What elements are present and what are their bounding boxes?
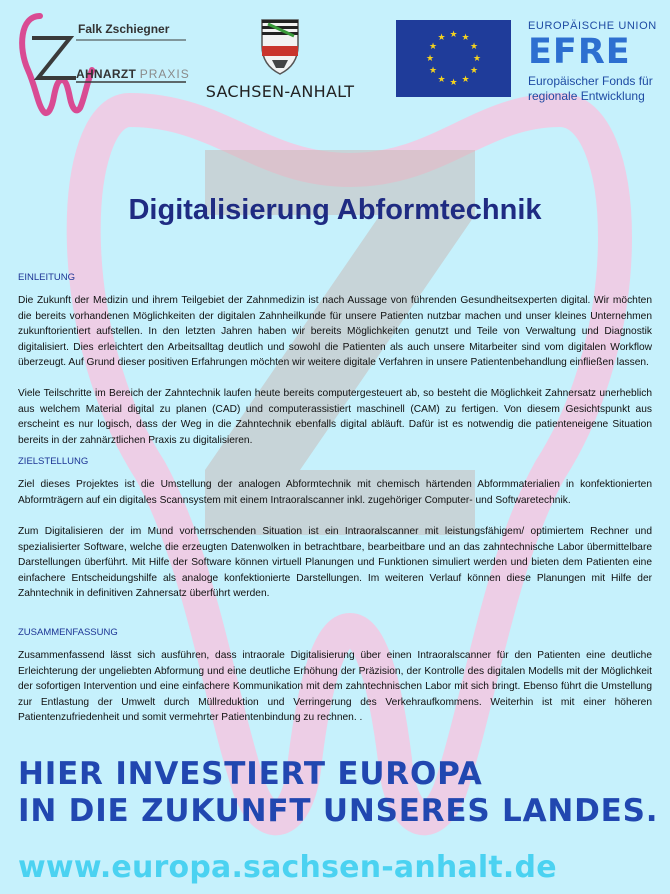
- website-url-link[interactable]: www.europa.sachsen-anhalt.de: [18, 850, 557, 885]
- document-title: Digitalisierung Abformtechnik: [128, 194, 542, 226]
- practice-name: Falk Zschiegner: [78, 22, 170, 36]
- section-heading-einleitung: EINLEITUNG: [18, 272, 76, 283]
- sachsen-anhalt-logo: [192, 16, 368, 102]
- section-heading-zielstellung: ZIELSTELLUNG: [18, 456, 89, 467]
- coat-of-arms-icon: [192, 16, 368, 80]
- eu-union-label: EUROPÄISCHE UNION: [528, 20, 657, 32]
- svg-text:★: ★: [437, 33, 446, 43]
- practice-label: [76, 67, 190, 81]
- eu-flag-icon: [396, 20, 511, 97]
- svg-text:★: ★: [425, 54, 435, 64]
- einleitung-paragraph-1: Die Zukunft der Medizin und ihrem Teilgebiet der Zahnmedizin ist nach Aussage von führenden Gesundheitsexperten digital. Wir möchten die bereits vorhandenen Möglichkeiten der digitalen Zahnheilkunde für unsere Patienten nutzbar machen und unser kleines Unternehmen zukunftorientiert aufstellen. In den letzten Jahren haben wir bereits Möglichkeiten genutzt und Teile von Verwaltung und Diagnostik digitalisiert. Dies erleichtert den Arbeitsalltag deutlich und sowohl die Patienten als auch unsere Mitarbeiter sind vom digitalen Workflow überzeugt. Auf Grund dieser positiven Erfahrungen möchten wir weitere digitale Verfahren in unsere Patientenbehandlung einfließen lassen.: [18, 295, 652, 369]
- efre-fonds-label: Europäischer Fonds für regionale Entwicklung: [528, 74, 653, 103]
- zahnarztpraxis-logo: [14, 8, 192, 118]
- efre-label: EFRE: [528, 32, 631, 72]
- slogan-line-1: HIER INVESTIERT EUROPA: [18, 756, 483, 792]
- svg-text:★: ★: [449, 30, 458, 40]
- svg-text:★: ★: [472, 54, 482, 64]
- svg-text:★: ★: [437, 75, 446, 85]
- svg-text:★: ★: [449, 78, 458, 88]
- svg-text:★: ★: [428, 66, 438, 76]
- svg-text:★: ★: [469, 66, 479, 76]
- efre-logo: [528, 20, 668, 104]
- zusammenfassung-paragraph: Zusammenfassend lässt sich ausführen, dass intraorale Digitalisierung über einen Intraoralscanner für den Patienten eine deutliche Erleichterung der ungeliebten Abformung und eine deutliche Erhöhung der Präzision, der Kontrolle des digitalen Modells mit der Möglichkeit der sofortigen Intervention und eine einfachere Kommunikation mit dem zahntechnischen Labor mit sich bringt. Ebenso führt die Umstellung zur Entlastung der Umwelt durch Müllreduktion und Verringerung des Verkehraufkommens. Weiterhin ist mit einer höheren Patientenzufriedenheit und somit vermehrter Patientenbindung zu rechnen. .: [18, 650, 652, 724]
- svg-text:★: ★: [469, 42, 479, 52]
- practice-word-zahnarzt: AHNARZT: [76, 67, 137, 81]
- zielstellung-paragraph-2: Zum Digitalisieren der im Mund vorherrschenden Situation ist ein Intraoralscanner mit leistungsfähigem/ optimiertem Rechner und spezialisierter Software, welche die erzeugten Datenwolken in betrachtbare, bearbeitbare und an das zahntechnische Labor übermittelbare Darstellungen überführt. Mit Hilfe der Software können virtuell Planungen und Funktionen simuliert werden und bieten dem Patienten eine einfachere Entscheidungshilfe als analoge konfektionierte Darstellungen. Im weiteren Verlauf können diese Planungen mit Hilfe der Zahntechnik in definitiven Zahnersatz überführt werden.: [18, 526, 652, 600]
- zielstellung-paragraph-1: Ziel dieses Projektes ist die Umstellung der analogen Abformtechnik mit chemisch härtenden Abformmaterialien in konfektionierten Abformträgern auf ein digitales Scannsystem mit einem Intraoralscanner inkl. zugehöriger Computer- und Softwaretechnik.: [18, 479, 652, 506]
- section-heading-zusammenfassung: ZUSAMMENFASSUNG: [18, 627, 118, 638]
- svg-text:★: ★: [461, 75, 470, 85]
- svg-text:★: ★: [428, 42, 438, 52]
- einleitung-paragraph-2: Viele Teilschritte im Bereich der Zahntechnik laufen heute bereits computergesteuert ab, so besteht die Möglichkeit Zahnersatz unerheblich aus welchem Material digital zu planen (CAD) und computerassistiert maschinell (CAM) zu fertigen. Von diesem Gesichtspunkt aus erscheint es nur logisch, dass der Weg in die Zahntechnik ebenfalls digital abläuft. Dafür ist es notwendig die patienteneigene Situation bereits in der zahnärztlichen Praxis zu digitalisieren.: [18, 388, 652, 446]
- svg-text:★: ★: [461, 33, 470, 43]
- slogan-line-2: IN DIE ZUKUNFT UNSERES LANDES.: [18, 793, 659, 829]
- state-name: SACHSEN-ANHALT: [205, 82, 355, 101]
- practice-word-praxis: PRAXIS: [139, 67, 190, 81]
